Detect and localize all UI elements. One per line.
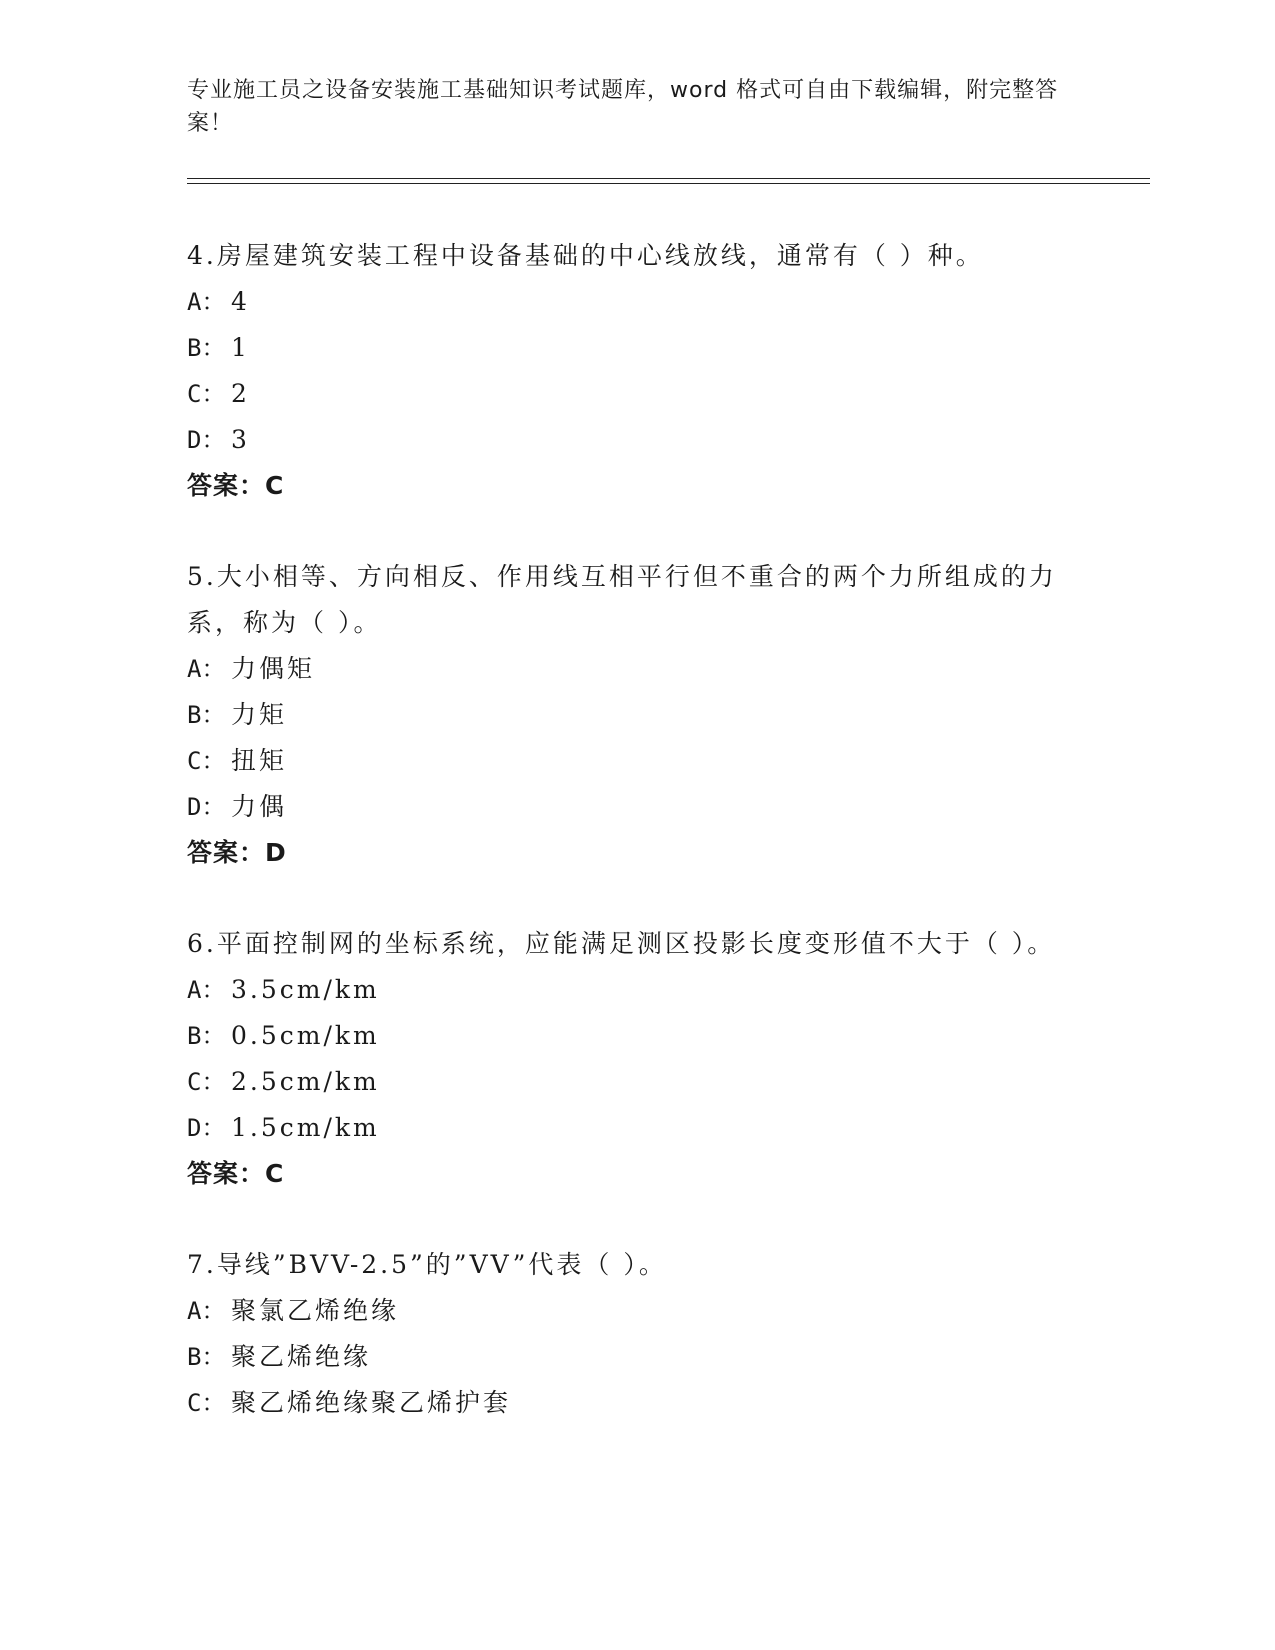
- question-stem: 6.平面控制网的坐标系统，应能满足测区投影长度变形值不大于（ ）。: [187, 929, 1056, 958]
- option-text: 聚氯乙烯绝缘: [231, 1296, 400, 1325]
- option-letter: A：: [187, 976, 226, 1004]
- option-letter: C：: [187, 1389, 226, 1417]
- option-text: 4: [231, 287, 250, 316]
- header-intro-text: 专业施工员之设备安装施工基础知识考试题库，word 格式可自由下载编辑，附完整答案！: [187, 78, 1059, 136]
- answer-line: 答案：C: [187, 1159, 285, 1188]
- option-b: [187, 1013, 1067, 1059]
- option-b: [187, 1334, 1067, 1380]
- option-letter: B：: [187, 1343, 226, 1371]
- option-letter: A：: [187, 288, 226, 316]
- option-a: [187, 967, 1067, 1013]
- question-stem: 7.导线”BVV-2.5”的”VV”代表（ ）。: [187, 1250, 667, 1279]
- option-letter: C：: [187, 747, 226, 775]
- option-letter: D：: [187, 793, 226, 821]
- option-letter: A：: [187, 655, 226, 683]
- option-d: [187, 1105, 1067, 1151]
- option-text: 3: [231, 425, 250, 454]
- option-letter: B：: [187, 334, 226, 362]
- option-letter: C：: [187, 380, 226, 408]
- option-letter: B：: [187, 701, 226, 729]
- option-text: 聚乙烯绝缘聚乙烯护套: [231, 1388, 512, 1417]
- document-header: [187, 74, 1067, 140]
- option-text: 2: [231, 379, 250, 408]
- option-c: [187, 738, 1067, 784]
- question-4: [187, 233, 1067, 509]
- option-b: [187, 692, 1067, 738]
- question-5: [187, 554, 1067, 876]
- answer-line: 答案：C: [187, 471, 285, 500]
- option-d: [187, 784, 1067, 830]
- option-text: 2.5cm/km: [231, 1067, 380, 1096]
- option-letter: C：: [187, 1068, 226, 1096]
- option-a: [187, 646, 1067, 692]
- option-letter: A：: [187, 1297, 226, 1325]
- option-text: 1.5cm/km: [231, 1113, 380, 1142]
- option-c: [187, 1059, 1067, 1105]
- header-divider-bottom: [187, 183, 1150, 184]
- question-6: [187, 921, 1067, 1197]
- option-text: 力偶矩: [231, 654, 316, 683]
- option-c: [187, 371, 1067, 417]
- option-c: [187, 1380, 1067, 1426]
- option-letter: D：: [187, 1114, 226, 1142]
- option-a: [187, 279, 1067, 325]
- question-stem: 5.大小相等、方向相反、作用线互相平行但不重合的两个力所组成的力系，称为（ ）。: [187, 562, 1057, 637]
- option-letter: D：: [187, 426, 226, 454]
- option-text: 3.5cm/km: [231, 975, 380, 1004]
- question-7: [187, 1242, 1067, 1426]
- question-stem: 4.房屋建筑安装工程中设备基础的中心线放线，通常有（ ）种。: [187, 241, 984, 270]
- question-list: [187, 233, 1067, 1471]
- option-text: 1: [231, 333, 250, 362]
- option-text: 0.5cm/km: [231, 1021, 380, 1050]
- option-a: [187, 1288, 1067, 1334]
- option-text: 聚乙烯绝缘: [231, 1342, 372, 1371]
- option-b: [187, 325, 1067, 371]
- answer-line: 答案：D: [187, 838, 287, 867]
- option-letter: B：: [187, 1022, 226, 1050]
- option-text: 力矩: [231, 700, 288, 729]
- option-text: 力偶: [231, 792, 288, 821]
- option-text: 扭矩: [231, 746, 288, 775]
- header-divider-top: [187, 178, 1150, 179]
- option-d: [187, 417, 1067, 463]
